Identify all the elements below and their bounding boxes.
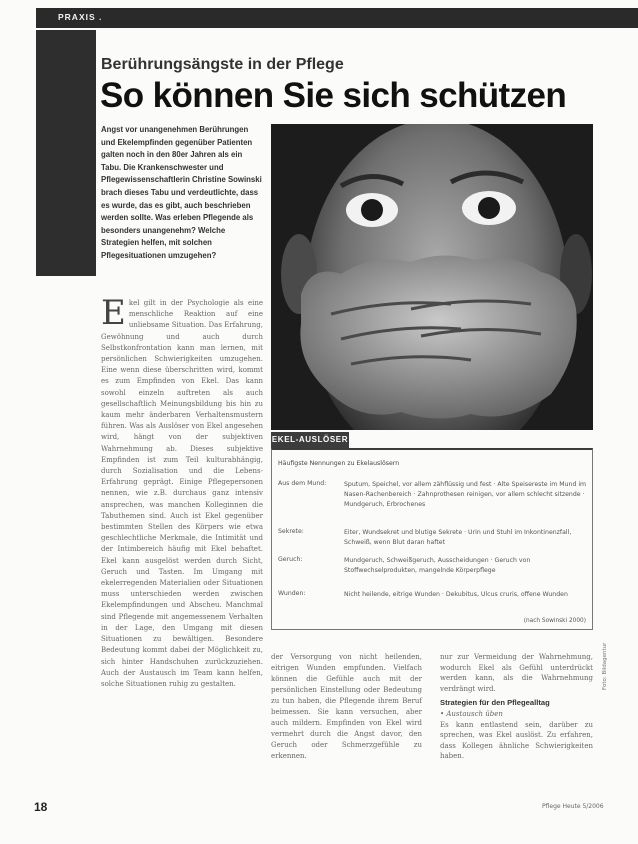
- section-header-bar: [36, 8, 638, 28]
- box-label: EKEL-AUSLÖSER: [271, 432, 349, 448]
- box-row-value: Mundgeruch, Schweißgeruch, Ausscheidungen · Geruch von Stoffwechselprodukten, mangelnde Körperpflege: [344, 557, 531, 575]
- portrait-photo: [271, 124, 593, 430]
- box-row-value: Nicht heilende, eitrige Wunden · Dekubitus, Ulcus cruris, offene Wunden: [344, 591, 568, 598]
- box-row-label: Wunden:: [278, 590, 306, 597]
- box-row-label: Geruch:: [278, 556, 303, 563]
- drop-cap: E: [101, 293, 126, 333]
- article-intro: Angst vor unangenehmen Berührungen und Ekelempfinden gegenüber Patienten galten noch in den 80er Jahren als ein Tabu. Die Krankenschwester und Pflegewissenschaftlerin Christine Sowinski brach dieses Tabu und verdeutlichte, dass es wurde, das es gibt, auch beschrieben werden sollte. Was erleben Pflegende als besonders unangenehm? Welche Strategien helfen, mit solchen Pflegesituationen umzugehen?: [101, 125, 262, 260]
- section-label: PRAXIS .: [58, 12, 103, 22]
- body-column-1: [101, 293, 263, 690]
- journal-footer: Pflege Heute 5/2006: [542, 803, 604, 810]
- body-column-3: [440, 652, 593, 762]
- box-row-value: Sputum, Speichel, vor allem zähflüssig und fest · Alte Speisereste im Mund im Nasen-Rachenbereich · Zahnprothesen reinigen, vor allem schlecht sitzende · Mundgeruch, Erbrochenes: [344, 481, 587, 509]
- box-row-label: Sekrete:: [278, 528, 304, 535]
- info-box: [271, 448, 593, 630]
- box-intro: Häufigste Nennungen zu Ekelauslösern: [278, 460, 400, 467]
- page-number: 18: [34, 800, 48, 814]
- photo-credit: Foto: Bildagentur: [602, 642, 608, 690]
- box-source: (nach Sowinski 2000): [523, 618, 586, 624]
- body-text: Es kann entlastend sein, darüber zu sprechen, was Ekel auslöst. Zu erfahren, dass Kollegen ähnliche Schwierigkeiten haben.: [440, 720, 593, 761]
- decorative-block: [36, 30, 96, 276]
- box-row-label: Aus dem Mund:: [278, 480, 327, 487]
- box-row-value: Eiter, Wundsekret und blutige Sekrete · Urin und Stuhl im Inkontinenzfall, Schweiß, wenn Blut daran haftet: [344, 529, 572, 547]
- bullet-item: • Austausch üben: [440, 709, 503, 718]
- body-text: kel gilt in der Psychologie als eine menschliche Reaktion auf eine unliebsame Situation. Das Erfahrung, Gewöhnung und auch durch Selbstkonfrontation kann man lernen, mit persönlichen Schwierigkeiten umzugehen. Eine wenn diese überschritten wird, kommt es zum Empfinden von Ekel. Das kann sowohl einzeln auftreten als auch gesellschaftlich Meinungsbildung bis hin zu kaum mehr änderbaren Verhaltensmustern führen. Was als Auslöser von Ekel angesehen wird, hängt von der subjektiven Wahrnehmung ab. Dieses subjektive Empfinden ist zum Teil kulturabhängig, durch Sozialisation und die Lebens-Erfahrung geprägt. Einige Pflegepersonen nennen, wie z.B. durchaus ganz intensiv ansprechen, was manchen Kolleginnen die Tabuthemen sind. Auch ist Ekel gegenüber bestimmten Stellen des Körpers wie etwa geschlechtliche Merkmale, die Intimität und der Intimbereich häufig mit Ekel behaftet. Ekel kann ausgelöst werden durch Sicht, Geruch und Tasten. Im Umgang mit ekelerregenden Materialien oder Situationen muss unterschieden werden zwischen Ekelempfindungen und Abscheu. Manchmal sind Pflegende mit angemessenem Verhalten in der Lage, den Umgang mit diesen Situationen zu bewältigen. Besondere Bedeutung kommt dabei der Möglichkeit zu, sich hinter Handschuhen zurückzuziehen. Auch der Austausch im Team kann helfen, solche Situationen ruhig zu gestalten.: [101, 299, 263, 688]
- body-column-2: [271, 652, 422, 762]
- bullet-text: Austausch üben: [446, 709, 503, 718]
- article-headline: So können Sie sich schützen: [100, 76, 567, 115]
- body-text: nur zur Vermeidung der Wahrnehmung, wodurch Ekel als Gefühl unterdrückt werden kann, als die Wahrnehmung verdrängt wird.: [440, 653, 593, 693]
- body-subhead: Strategien für den Pflegealltag: [440, 698, 550, 708]
- body-text: der Versorgung von nicht heilenden, eitrigen Wunden empfunden. Vielfach können die Gefühle auch mit der persönlichen Einstellung oder Bedeutung zu tun haben, die Pflegende ihrem Beruf beimessen. Sie kann versuchen, aber auch mildern. Empfinden von Ekel wird vermehrt durch die Angst davor, den Geruch oder Schmerzgefühle zu erkennen.: [271, 653, 422, 760]
- article-kicker: Berührungsängste in der Pflege: [101, 56, 344, 73]
